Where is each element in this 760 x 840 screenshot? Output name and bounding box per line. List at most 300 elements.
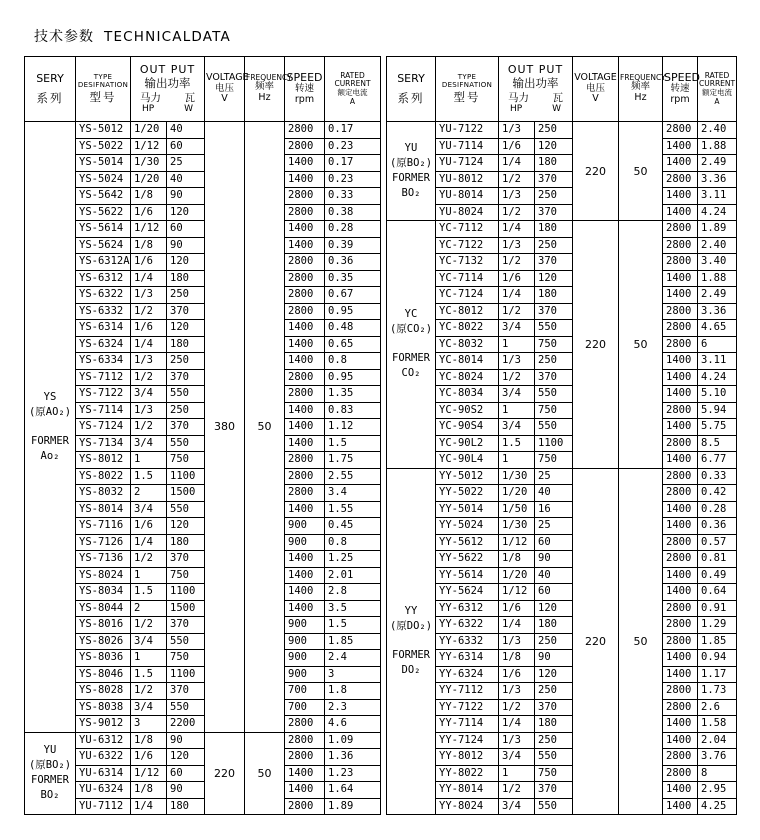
speed-cell: 2800 [663,633,698,650]
type-cell: YS-8028 [76,683,131,700]
speed-cell: 2800 [285,386,325,403]
speed-cell: 1400 [285,782,325,799]
watt-cell: 370 [535,303,573,320]
speed-cell: 2800 [663,435,698,452]
hp-cell: 1/50 [499,501,535,518]
current-cell: 5.75 [698,419,737,436]
type-cell: YC-8014 [436,353,499,370]
type-cell: YS-8016 [76,617,131,634]
table-row [387,633,737,650]
table-row [387,551,737,568]
watt-cell: 180 [167,534,205,551]
watt-cell: 1100 [167,468,205,485]
watt-cell: 750 [167,452,205,469]
hp-cell: 1/2 [131,617,167,634]
frequency-cell: 50 [245,732,285,815]
hp-cell: 1/4 [131,270,167,287]
hp-cell: 1/8 [131,732,167,749]
header-speed: SPEED 转速 rpm [663,57,698,122]
type-cell: YY-7112 [436,683,499,700]
type-cell: YS-8046 [76,666,131,683]
current-cell: 0.95 [325,369,381,386]
type-cell: YC-8022 [436,320,499,337]
series-cell: YY (原DO₂) FORMER DO₂ [387,468,436,815]
watt-cell: 180 [167,270,205,287]
table-row [387,749,737,766]
speed-cell: 2800 [663,221,698,238]
hp-cell: 1/12 [499,584,535,601]
type-cell: YY-5024 [436,518,499,535]
type-cell: YC-7132 [436,254,499,271]
hp-cell: 1/2 [131,303,167,320]
hp-cell: 1/6 [499,270,535,287]
table-row [25,534,381,551]
watt-cell: 370 [535,171,573,188]
current-cell: 1.09 [325,732,381,749]
type-cell: YC-90L4 [436,452,499,469]
hp-cell: 1/30 [499,518,535,535]
type-cell: YU-6312 [76,732,131,749]
hp-cell: 1.5 [131,584,167,601]
table-row [387,287,737,304]
hp-cell: 1/8 [499,551,535,568]
current-cell: 0.49 [698,567,737,584]
series-cell: YS (原AO₂) FORMER Ao₂ [25,122,76,733]
current-cell: 0.65 [325,336,381,353]
table-row [25,155,381,172]
current-cell: 4.24 [698,204,737,221]
type-cell: YS-6312A [76,254,131,271]
watt-cell: 2200 [167,716,205,733]
hp-cell: 1/6 [131,320,167,337]
type-cell: YY-7122 [436,699,499,716]
watt-cell: 370 [535,369,573,386]
watt-cell: 370 [167,369,205,386]
watt-cell: 1500 [167,485,205,502]
watt-cell: 750 [167,650,205,667]
speed-cell: 2800 [285,138,325,155]
watt-cell: 250 [535,237,573,254]
table-row [387,188,737,205]
hp-cell: 1 [499,452,535,469]
speed-cell: 1400 [663,501,698,518]
type-cell: YS-7116 [76,518,131,535]
table-row [387,369,737,386]
watt-cell: 90 [167,237,205,254]
current-cell: 0.33 [698,468,737,485]
current-cell: 1.36 [325,749,381,766]
table-row [387,254,737,271]
speed-cell: 2800 [285,303,325,320]
hp-cell: 1/12 [499,534,535,551]
type-cell: YS-5622 [76,204,131,221]
frequency-cell: 50 [245,122,285,733]
series-cell: YU (原BO₂) FORMER BO₂ [25,732,76,815]
current-cell: 1.88 [698,270,737,287]
watt-cell: 250 [535,188,573,205]
speed-cell: 2800 [285,468,325,485]
table-row [25,336,381,353]
header-sery: SERY 系列 [25,57,76,122]
table-row [25,122,381,139]
table-row [25,699,381,716]
type-cell: YU-6314 [76,765,131,782]
header-frequency: FREQUENCY 频率 Hz [245,57,285,122]
type-cell: YY-6312 [436,600,499,617]
table-row [25,732,381,749]
current-cell: 1.25 [325,551,381,568]
watt-cell: 250 [535,732,573,749]
current-cell: 4.65 [698,320,737,337]
hp-cell: 1/3 [499,633,535,650]
speed-cell: 1400 [285,419,325,436]
speed-cell: 1400 [663,204,698,221]
current-cell: 1.12 [325,419,381,436]
table-row [25,683,381,700]
table-row [387,138,737,155]
current-cell: 0.91 [698,600,737,617]
current-cell: 0.95 [325,303,381,320]
current-cell: 1.55 [325,501,381,518]
table-row [387,419,737,436]
speed-cell: 2800 [285,270,325,287]
frequency-cell: 50 [619,221,663,469]
hp-cell: 1/3 [131,353,167,370]
watt-cell: 750 [535,452,573,469]
table-row [25,386,381,403]
hp-cell: 1/3 [499,732,535,749]
speed-cell: 1400 [663,353,698,370]
header-current: RATED CURRENT 额定电流 A [698,57,737,122]
watt-cell: 120 [535,600,573,617]
speed-cell: 1400 [663,188,698,205]
speed-cell: 1400 [663,666,698,683]
watt-cell: 180 [167,798,205,815]
speed-cell: 900 [285,534,325,551]
type-cell: YC-8034 [436,386,499,403]
watt-cell: 550 [535,320,573,337]
speed-cell: 1400 [663,567,698,584]
hp-cell: 1/4 [131,534,167,551]
type-cell: YC-7114 [436,270,499,287]
watt-cell: 1100 [167,584,205,601]
table-row [387,468,737,485]
hp-cell: 2 [131,485,167,502]
series-cell: YU (原BO₂) FORMER BO₂ [387,122,436,221]
table-row [25,633,381,650]
table-row [387,336,737,353]
watt-cell: 180 [535,716,573,733]
speed-cell: 1400 [663,798,698,815]
voltage-cell: 220 [573,468,619,815]
table-row [25,303,381,320]
watt-cell: 90 [167,732,205,749]
speed-cell: 1400 [663,270,698,287]
type-cell: YY-6322 [436,617,499,634]
current-cell: 5.10 [698,386,737,403]
speed-cell: 2800 [663,749,698,766]
watt-cell: 550 [167,386,205,403]
current-cell: 3 [325,666,381,683]
current-cell: 0.39 [325,237,381,254]
hp-cell: 1/2 [131,419,167,436]
voltage-cell: 220 [573,122,619,221]
type-cell: YY-8012 [436,749,499,766]
watt-cell: 60 [167,765,205,782]
watt-cell: 370 [167,303,205,320]
current-cell: 0.83 [325,402,381,419]
speed-cell: 2800 [663,600,698,617]
type-cell: YS-8022 [76,468,131,485]
type-cell: YY-5014 [436,501,499,518]
current-cell: 2.3 [325,699,381,716]
type-cell: YS-8044 [76,600,131,617]
speed-cell: 1400 [663,419,698,436]
watt-cell: 370 [535,254,573,271]
table-row [387,716,737,733]
table-row [387,485,737,502]
current-cell: 1.89 [698,221,737,238]
watt-cell: 1100 [535,435,573,452]
table-row [25,452,381,469]
current-cell: 1.58 [698,716,737,733]
current-cell: 5.94 [698,402,737,419]
watt-cell: 370 [535,699,573,716]
speed-cell: 2800 [663,122,698,139]
table-row [25,320,381,337]
current-cell: 0.81 [698,551,737,568]
table-row [25,798,381,815]
current-cell: 3.40 [698,254,737,271]
table-row [25,353,381,370]
watt-cell: 120 [535,666,573,683]
speed-cell: 900 [285,666,325,683]
current-cell: 0.48 [325,320,381,337]
type-cell: YS-5642 [76,188,131,205]
speed-cell: 2800 [285,287,325,304]
table-row [25,204,381,221]
current-cell: 3.36 [698,171,737,188]
type-cell: YU-7124 [436,155,499,172]
type-cell: YY-7114 [436,716,499,733]
current-cell: 0.67 [325,287,381,304]
speed-cell: 1400 [663,452,698,469]
table-row [387,402,737,419]
hp-cell: 1/6 [131,254,167,271]
table-row [25,782,381,799]
watt-cell: 90 [167,188,205,205]
watt-cell: 25 [535,468,573,485]
table-row [387,386,737,403]
title-zh: 技术参数 [34,29,94,45]
current-cell: 3.4 [325,485,381,502]
watt-cell: 750 [535,765,573,782]
current-cell: 1.73 [698,683,737,700]
table-row [387,518,737,535]
type-cell: YY-5624 [436,584,499,601]
speed-cell: 2800 [663,534,698,551]
hp-cell: 1/2 [131,683,167,700]
hp-cell: 1/20 [131,122,167,139]
table-row [387,452,737,469]
hp-cell: 1/2 [131,369,167,386]
current-cell: 1.85 [698,633,737,650]
current-cell: 1.5 [325,617,381,634]
hp-cell: 1/30 [131,155,167,172]
table-row [387,435,737,452]
type-cell: YU-8012 [436,171,499,188]
current-cell: 2.8 [325,584,381,601]
current-cell: 1.64 [325,782,381,799]
watt-cell: 60 [535,534,573,551]
watt-cell: 250 [535,122,573,139]
watt-cell: 180 [535,155,573,172]
watt-cell: 120 [535,270,573,287]
watt-cell: 180 [535,221,573,238]
watt-cell: 180 [535,617,573,634]
type-cell: YS-8034 [76,584,131,601]
table-row [25,419,381,436]
hp-cell: 1/3 [499,683,535,700]
hp-cell: 1/4 [499,716,535,733]
current-cell: 2.40 [698,237,737,254]
watt-cell: 550 [167,699,205,716]
type-cell: YY-5614 [436,567,499,584]
table-row [387,237,737,254]
speed-cell: 1400 [663,155,698,172]
current-cell: 4.6 [325,716,381,733]
hp-cell: 3/4 [499,798,535,815]
type-cell: YU-7122 [436,122,499,139]
header-voltage: VOLTAGE 电压 V [205,57,245,122]
table-row [25,600,381,617]
speed-cell: 900 [285,617,325,634]
speed-cell: 2800 [285,122,325,139]
type-cell: YU-8024 [436,204,499,221]
hp-cell: 1 [131,650,167,667]
speed-cell: 2800 [285,798,325,815]
speed-cell: 1400 [285,402,325,419]
hp-cell: 1/12 [131,138,167,155]
table-row [25,501,381,518]
table-row [387,501,737,518]
speed-cell: 1400 [285,765,325,782]
current-cell: 1.35 [325,386,381,403]
hp-cell: 1/4 [499,221,535,238]
speed-cell: 2800 [285,716,325,733]
watt-cell: 25 [535,518,573,535]
watt-cell: 40 [535,567,573,584]
speed-cell: 1400 [285,336,325,353]
speed-cell: 900 [285,633,325,650]
current-cell: 1.89 [325,798,381,815]
type-cell: YS-6312 [76,270,131,287]
hp-cell: 1.5 [131,666,167,683]
watt-cell: 60 [167,221,205,238]
hp-cell: 1/3 [499,122,535,139]
current-cell: 1.8 [325,683,381,700]
hp-cell: 1/6 [499,600,535,617]
watt-cell: 60 [535,584,573,601]
table-row [387,650,737,667]
hp-cell: 1/4 [131,798,167,815]
hp-cell: 1/20 [499,485,535,502]
current-cell: 3.76 [698,749,737,766]
hp-cell: 3 [131,716,167,733]
type-cell: YC-8024 [436,369,499,386]
watt-cell: 120 [167,254,205,271]
watt-cell: 40 [535,485,573,502]
header-row [25,57,381,122]
hp-cell: 3/4 [499,320,535,337]
table-row [387,320,737,337]
current-cell: 2.04 [698,732,737,749]
type-cell: YU-8014 [436,188,499,205]
hp-cell: 1 [499,402,535,419]
watt-cell: 750 [535,336,573,353]
header-current: RATED CURRENT 额定电流 A [325,57,381,122]
frequency-cell: 50 [619,122,663,221]
watt-cell: 250 [535,353,573,370]
watt-cell: 1500 [167,600,205,617]
hp-cell: 3/4 [131,699,167,716]
hp-cell: 1/2 [499,254,535,271]
watt-cell: 90 [535,551,573,568]
speed-cell: 1400 [663,650,698,667]
current-cell: 1.17 [698,666,737,683]
type-cell: YY-7124 [436,732,499,749]
speed-cell: 900 [285,650,325,667]
watt-cell: 1100 [167,666,205,683]
type-cell: YC-90S4 [436,419,499,436]
table-row [25,468,381,485]
table-row [387,303,737,320]
current-cell: 0.33 [325,188,381,205]
speed-cell: 2800 [663,402,698,419]
table-row [25,485,381,502]
type-cell: YS-8032 [76,485,131,502]
table-row [387,782,737,799]
speed-cell: 2800 [663,617,698,634]
table-row [25,765,381,782]
hp-cell: 1/3 [499,237,535,254]
speed-cell: 1400 [663,518,698,535]
current-cell: 2.95 [698,782,737,799]
frequency-cell: 50 [619,468,663,815]
type-cell: YS-5012 [76,122,131,139]
table-row [387,567,737,584]
table-row [25,666,381,683]
table-row [387,666,737,683]
type-cell: YC-7112 [436,221,499,238]
speed-cell: 1400 [285,237,325,254]
current-cell: 0.17 [325,122,381,139]
hp-cell: 1/20 [499,567,535,584]
type-cell: YS-5014 [76,155,131,172]
type-cell: YS-6314 [76,320,131,337]
watt-cell: 120 [535,138,573,155]
type-cell: YS-6334 [76,353,131,370]
watt-cell: 25 [167,155,205,172]
watt-cell: 40 [167,171,205,188]
type-cell: YC-8032 [436,336,499,353]
header-output: OUT PUT 输出功率 马力 瓦 HP W [131,57,205,122]
current-cell: 6.77 [698,452,737,469]
speed-cell: 1400 [663,584,698,601]
watt-cell: 370 [167,617,205,634]
current-cell: 0.28 [698,501,737,518]
hp-cell: 1.5 [131,468,167,485]
